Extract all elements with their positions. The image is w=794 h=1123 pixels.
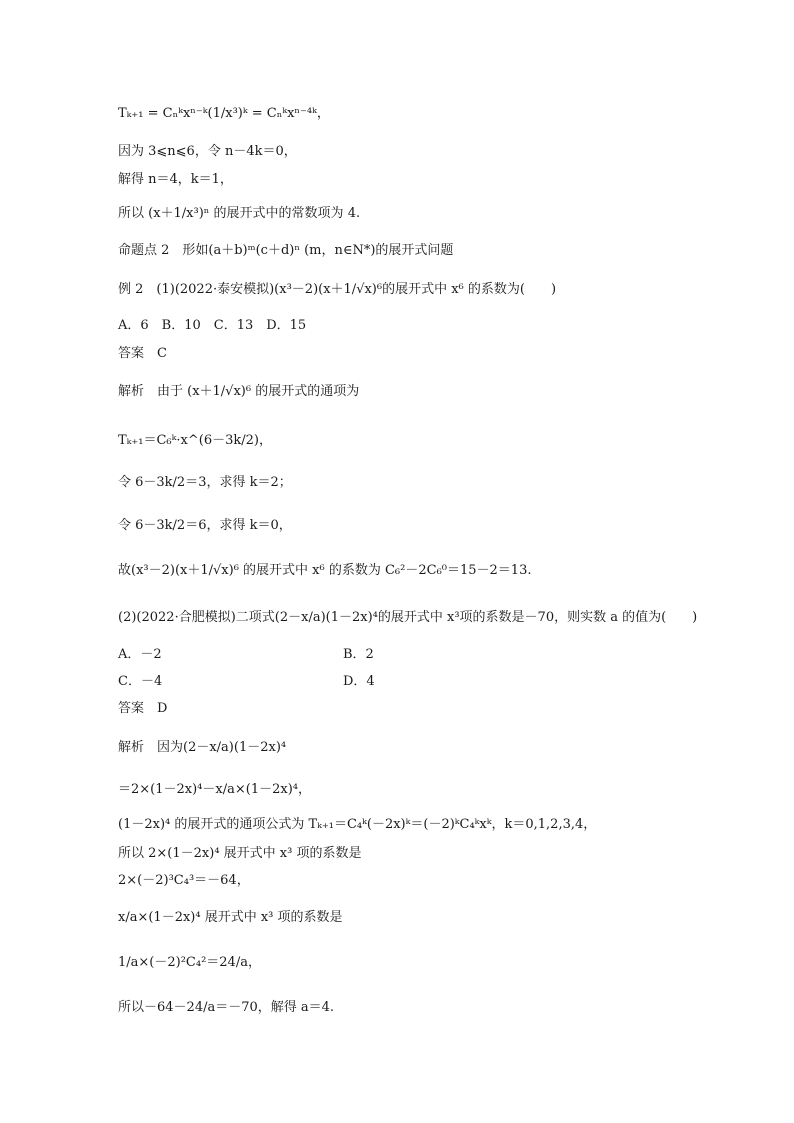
- section-heading: 命题点 2 形如(a＋b)ᵐ(c＋d)ⁿ (m，n∈N*)的展开式问题: [118, 243, 454, 258]
- option-b: B．2: [343, 647, 374, 662]
- answer-2: 答案 D: [118, 701, 168, 716]
- example-2-part-1-question: 例 2 (1)(2022·泰安模拟)(x³－2)(x＋1/√x)⁶的展开式中 x⁶ 的系数为( ): [118, 282, 557, 297]
- analysis-2-intro: 解析 因为(2－x/a)(1－2x)⁴: [118, 740, 287, 755]
- example-2-part-2-question: (2)(2022·合肥模拟)二项式(2－x/a)(1－2x)⁴的展开式中 x³项的系数是－70，则实数 a 的值为( ): [118, 610, 698, 625]
- conclusion-line: 所以 (x＋1/x³)ⁿ 的展开式中的常数项为 4.: [118, 206, 361, 221]
- option-a: A．－2: [118, 647, 162, 662]
- analysis-1-step-1: 令 6－3k/2＝3，求得 k＝2；: [118, 475, 292, 490]
- analysis-1-general-term: Tₖ₊₁＝C₆ᵏ·x^(6－3k/2)，: [118, 433, 272, 448]
- analysis-2-conclusion: 所以－64－24/a＝－70，解得 a＝4.: [118, 1000, 335, 1015]
- option-c: C．－4: [118, 674, 163, 689]
- analysis-1-step-2: 令 6－3k/2＝6，求得 k＝0，: [118, 518, 292, 533]
- analysis-2-general-formula: (1－2x)⁴ 的展开式的通项公式为 Tₖ₊₁＝C₄ᵏ(－2x)ᵏ＝(－2)ᵏC₄ᵏxᵏ，k＝0,1,2,3,4，: [118, 817, 597, 832]
- answer-1: 答案 C: [118, 346, 167, 361]
- analysis-2-expansion: ＝2×(1－2x)⁴－x/a×(1－2x)⁴，: [118, 782, 311, 797]
- solution-line: 解得 n＝4，k＝1，: [118, 172, 233, 187]
- analysis-2-result-1: 2×(－2)³C₄³＝－64，: [118, 873, 250, 888]
- analysis-2-step-1: 所以 2×(1－2x)⁴ 展开式中 x³ 项的系数是: [118, 846, 362, 861]
- analysis-1-conclusion: 故(x³－2)(x＋1/√x)⁶ 的展开式中 x⁶ 的系数为 C₆²－2C₆⁰＝15－2＝13.: [118, 563, 532, 578]
- analysis-2-step-2: x/a×(1－2x)⁴ 展开式中 x³ 项的系数是: [118, 910, 343, 925]
- option-d: D．4: [343, 674, 375, 689]
- analysis-2-result-2: 1/a×(－2)²C₄²＝24/a，: [118, 955, 261, 970]
- general-term-line: Tₖ₊₁ = Cₙᵏxⁿ⁻ᵏ(1/x³)ᵏ = Cₙᵏxⁿ⁻⁴ᵏ，: [118, 106, 330, 121]
- example-2-part-1-options: A．6 B．10 C．13 D．15: [118, 318, 307, 333]
- condition-line: 因为 3⩽n⩽6，令 n－4k＝0，: [118, 144, 297, 159]
- analysis-1-intro: 解析 由于 (x＋1/√x)⁶ 的展开式的通项为: [118, 384, 360, 399]
